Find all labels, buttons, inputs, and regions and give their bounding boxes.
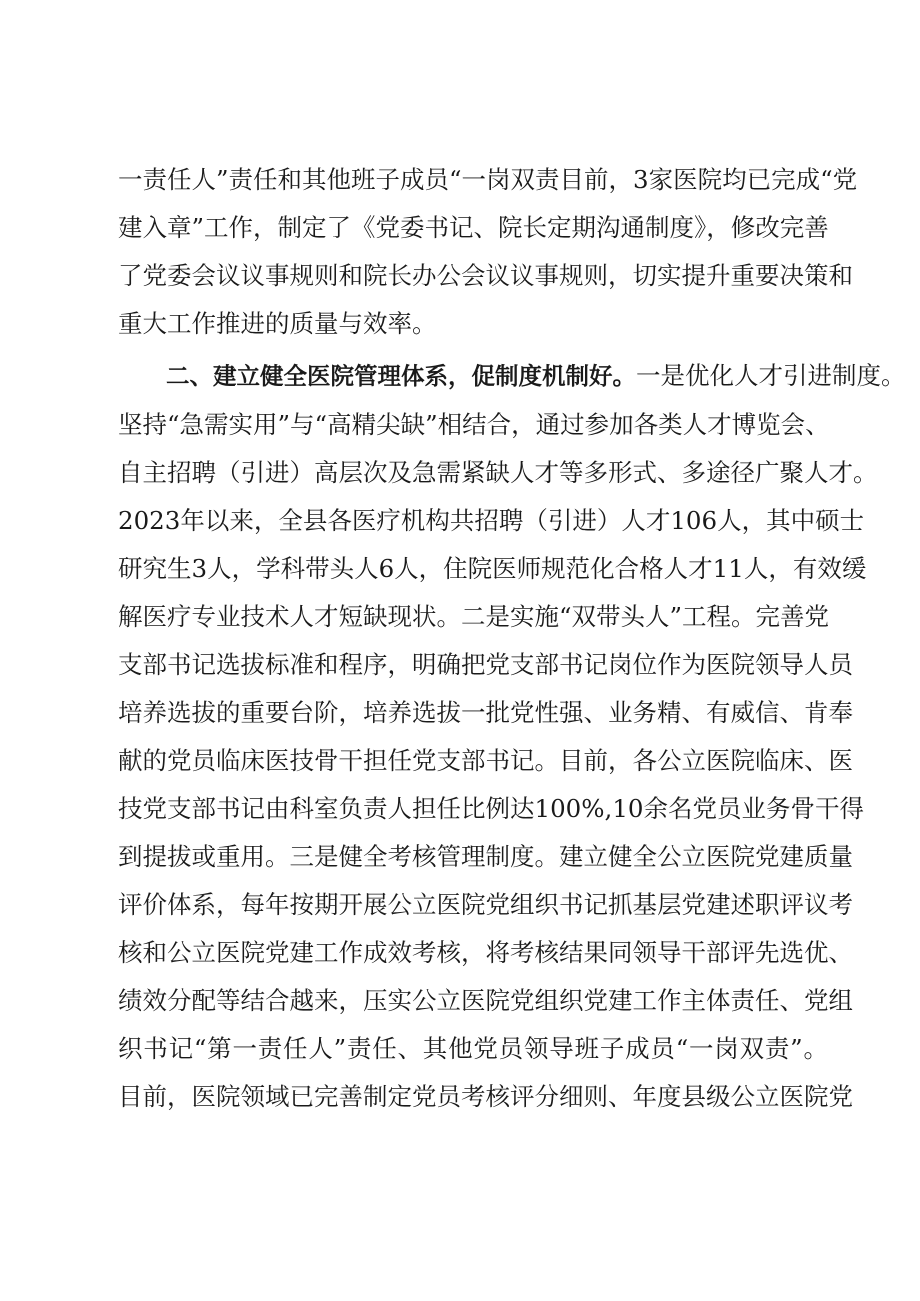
- paragraph-1-line-2: 建入章”工作，制定了《党委书记、院长定期沟通制度》，修改完善: [118, 213, 829, 242]
- section-heading: 二、建立健全医院管理体系，促制度机制好。: [166, 362, 636, 390]
- paragraph-2-line-7: 支部书记选拔标准和程序，明确把党支部书记岗位作为医院领导人员: [118, 650, 853, 679]
- paragraph-2-line-16: 目前，医院领域已完善制定党员考核评分细则、年度县级公立医院党: [118, 1082, 853, 1111]
- paragraph-2-first-line: [166, 356, 906, 396]
- paragraph-2-line-13: 核和公立医院党建工作成效考核，将考核结果同领导干部评先选优、: [118, 938, 853, 967]
- paragraph-2-line-12: 评价体系，每年按期开展公立医院党组织书记抓基层党建述职评议考: [118, 890, 853, 919]
- paragraph-2-line-9: 献的党员临床医技骨干担任党支部书记。目前，各公立医院临床、医: [118, 746, 853, 775]
- paragraph-1-line-4: 重大工作推进的质量与效率。: [118, 309, 437, 338]
- paragraph-2-line-8: 培养选拔的重要台阶，培养选拔一批党性强、业务精、有威信、肯奉: [118, 698, 853, 727]
- paragraph-1-line-1: 一责任人”责任和其他班子成员“一岗双责目前，3家医院均已完成“党: [118, 165, 858, 194]
- paragraph-2-line-5: 研究生3人，学科带头人6人，住院医师规范化合格人才11人，有效缓: [118, 554, 867, 583]
- paragraph-1-line-3: 了党委会议议事规则和院长办公会议议事规则，切实提升重要决策和: [118, 261, 853, 290]
- paragraph-2-line-4: 2023年以来，全县各医疗机构共招聘（引进）人才106人，其中硕士: [118, 506, 865, 535]
- paragraph-2-line-10: 技党支部书记由科室负责人担任比例达100%,10余名党员业务骨干得: [118, 794, 865, 823]
- paragraph-2-line-6: 解医疗专业技术人才短缺现状。二是实施“双带头人”工程。完善党: [118, 602, 830, 631]
- paragraph-2-line-11: 到提拔或重用。三是健全考核管理制度。建立健全公立医院党建质量: [118, 842, 853, 871]
- paragraph-2-line-15: 织书记“第一责任人”责任、其他党员领导班子成员“一岗双责”。: [118, 1034, 828, 1063]
- section-first-line-text: 一是优化人才引进制度。: [636, 361, 906, 390]
- paragraph-2-line-14: 绩效分配等结合越来，压实公立医院党组织党建工作主体责任、党组: [118, 986, 853, 1015]
- paragraph-2-line-3: 自主招聘（引进）高层次及急需紧缺人才等多形式、多途径广聚人才。: [118, 458, 878, 487]
- paragraph-2-line-2: 坚持“急需实用”与“高精尖缺”相结合，通过参加各类人才博览会、: [118, 410, 830, 439]
